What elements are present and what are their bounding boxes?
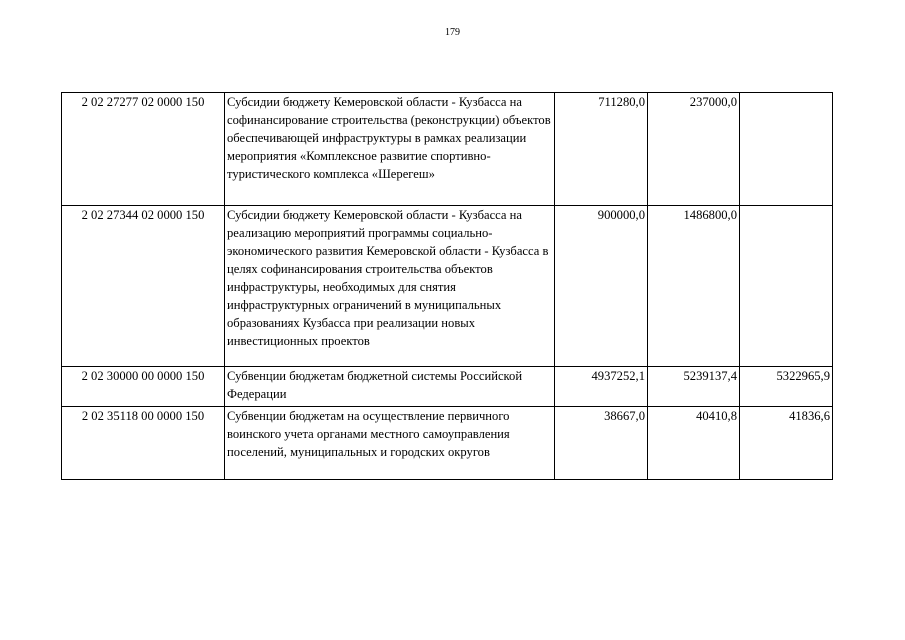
amount-cell-1: 38667,0 [555,407,648,480]
budget-code-cell: 2 02 27344 02 0000 150 [62,206,225,367]
amount-cell-2: 5239137,4 [648,367,740,407]
budget-code-cell: 2 02 35118 00 0000 150 [62,407,225,480]
income-name-cell: Субвенции бюджетам бюджетной системы Российской Федерации [225,367,555,407]
budget-code-cell: 2 02 27277 02 0000 150 [62,93,225,206]
amount-cell-3: 41836,6 [740,407,833,480]
amount-cell-3: 5322965,9 [740,367,833,407]
amount-cell-1: 711280,0 [555,93,648,206]
table-row [62,93,833,206]
budget-table [61,92,833,480]
amount-cell-1: 900000,0 [555,206,648,367]
amount-cell-3 [740,93,833,206]
table-row [62,206,833,367]
amount-cell-2: 237000,0 [648,93,740,206]
income-name-cell: Субвенции бюджетам на осуществление первичного воинского учета органами местного самоуправления поселений, муниципальных и городских округов [225,407,555,480]
amount-cell-1: 4937252,1 [555,367,648,407]
income-name-cell: Субсидии бюджету Кемеровской области - Кузбасса на реализацию мероприятий программы социально-экономического развития Кемеровской области - Кузбасса в целях софинансирования строительства объектов инфраструктуры, необходимых для снятия инфраструктурных ограничений в муниципальных образованиях Кузбасса при реализации новых инвестиционных проектов [225,206,555,367]
table-row [62,407,833,480]
amount-cell-2: 40410,8 [648,407,740,480]
amount-cell-3 [740,206,833,367]
page-number: 179 [445,27,460,38]
amount-cell-2: 1486800,0 [648,206,740,367]
income-name-cell: Субсидии бюджету Кемеровской области - Кузбасса на софинансирование строительства (реконструкции) объектов обеспечивающей инфраструктуры в рамках реализации мероприятия «Комплексное развитие спортивно-туристического комплекса «Шерегеш» [225,93,555,206]
budget-code-cell: 2 02 30000 00 0000 150 [62,367,225,407]
table-row [62,367,833,407]
